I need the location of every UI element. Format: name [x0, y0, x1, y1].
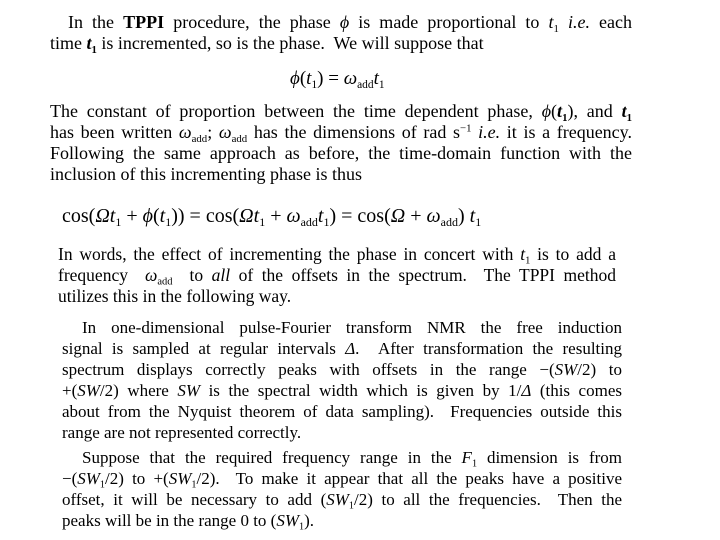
- text-line: about from the Nyquist theorem of data sampling). Frequencies outside this: [62, 402, 622, 421]
- text-line: signal is sampled at regular intervals Δ. After transformation the resulting: [62, 339, 622, 358]
- text-line: time $t_1$ is incremented, so is the phase. We will suppose that: [50, 33, 484, 56]
- text-line: $-(SW_1/2)$ to $+(SW_1/2)$. To make it appear that all the peaks have a positive: [62, 469, 623, 491]
- text-line: utilizes this in the following way.: [58, 286, 292, 306]
- text-line: has been written $\omega_{add}$; $\omega_{add}$ has the dimensions of rad $s^{-1}$ i.e. it is a frequency.: [50, 122, 633, 145]
- text-line: The constant of proportion between the time dependent phase, $\phi(t_1)$, and $t_1$: [50, 101, 633, 124]
- text-line: Suppose that the required frequency range in the $F_1$ dimension is from: [82, 448, 622, 470]
- text-line: In the TPPI procedure, the phase ϕ is made proportional to $t_1$ i.e. each: [68, 12, 633, 35]
- paragraph-constant-of-proportion: [50, 101, 632, 185]
- paragraph-required-frequency-range: [62, 447, 622, 531]
- text-line: spectrum displays correctly peaks with offsets in the range −(SW/2) to: [62, 360, 622, 379]
- text-line: In one-dimensional pulse-Fourier transform NMR the free induction: [82, 318, 622, 337]
- text-line: In words, the effect of incrementing the phase in concert with $t_1$ is to add a: [58, 244, 616, 267]
- equation-time-domain-function: $\cos(\Omega t_1 + \phi(t_1)) = \cos(\Omega t_1 + \omega_{add}t_1) = \cos(\Omega + \omega_{add})$ $t_1$: [62, 205, 482, 230]
- paragraph-effect-of-incrementing: [58, 244, 616, 307]
- equation-phase-definition: $\phi(t_1) = \omega_{add}t_1$: [290, 68, 385, 91]
- text-line: Following the same approach as before, the time-domain function with the: [50, 143, 632, 163]
- text-line: peaks will be in the range 0 to $(SW_1)$.: [62, 511, 315, 533]
- text-line: range are not represented correctly.: [62, 423, 302, 442]
- text-line: offset, it will be necessary to add $(SW_1/2)$ to all the frequencies. Then the: [62, 490, 622, 512]
- text-line: frequency $\omega_{add}$ to all of the offsets in the spectrum. The TPPI method: [58, 265, 616, 288]
- text-line: +(SW/2) where SW is the spectral width which is given by 1/Δ (this comes: [62, 381, 622, 400]
- text-line: inclusion of this incrementing phase is thus: [50, 164, 362, 184]
- paragraph-tppi-intro: [50, 12, 632, 54]
- paragraph-pulse-fourier: [62, 317, 622, 443]
